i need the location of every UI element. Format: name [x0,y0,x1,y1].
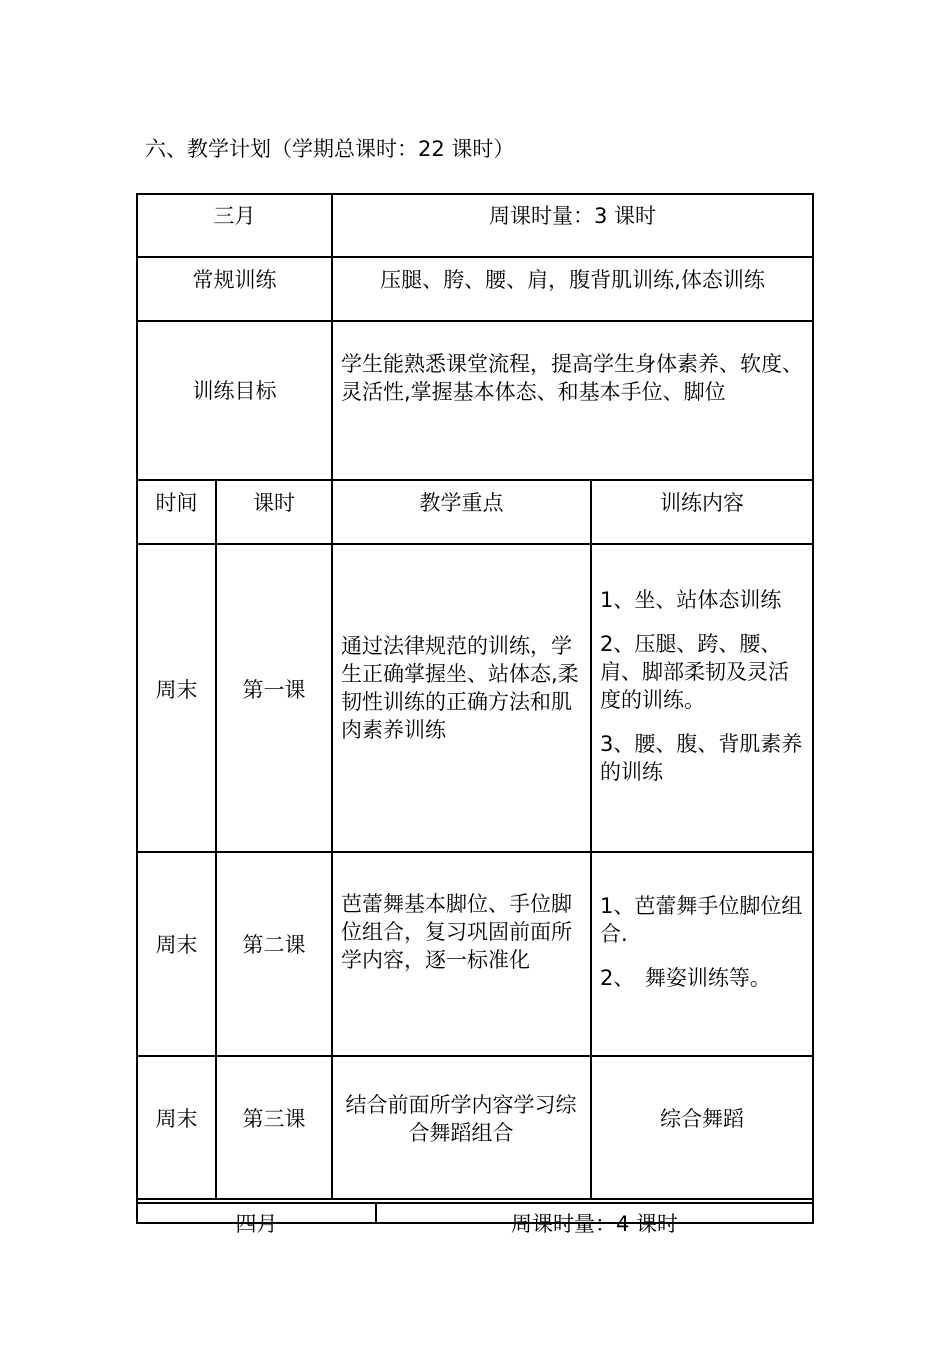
goal-label: 训练目标 [192,379,277,403]
lesson-3-name: 第三课 [242,1107,306,1131]
lesson-3-time: 周末 [155,1107,198,1131]
column-header-time: 时间 [155,491,198,515]
weekly-hours-march: 周课时量：3 课时 [488,204,657,228]
lesson-3-focus: 结合前面所学内容学习综合舞蹈组合 [345,1093,577,1145]
lesson-2-content-item: 2、 舞姿训练等。 [600,966,771,990]
column-header-focus: 教学重点 [419,491,504,515]
lesson-2-focus: 芭蕾舞基本脚位、手位脚位组合，复习巩固前面所学内容，逐一标准化 [341,892,572,972]
column-header-content: 训练内容 [660,491,744,515]
month-april: 四月 [235,1212,278,1236]
lesson-1-content-item: 3、腰、腹、背肌素养的训练 [600,732,803,784]
goal-content: 学生能熟悉课堂流程，提高学生身体素养、软度、灵活性,掌握基本体态、和基本手位、脚位 [341,352,803,404]
lesson-1-name: 第一课 [242,678,306,702]
lesson-1-content [600,586,808,802]
month-march: 三月 [213,204,256,228]
lesson-1-content-item: 2、压腿、跨、腰、肩、脚部柔韧及灵活度的训练。 [600,632,789,712]
lesson-2-time: 周末 [155,933,198,957]
lesson-2-content-item: 1、芭蕾舞手位脚位组合. [600,894,803,946]
weekly-hours-april: 周课时量：4 课时 [510,1212,679,1236]
lesson-1-time: 周末 [155,678,198,702]
lesson-1-content-item: 1、坐、站体态训练 [600,588,782,612]
lesson-2-content [600,892,808,1008]
routine-content: 压腿、胯、腰、肩，腹背肌训练,体态训练 [380,268,765,292]
lesson-2-name: 第二课 [242,933,306,957]
routine-label: 常规训练 [192,268,277,292]
section-heading: 六、教学计划（学期总课时：22 课时） [145,137,515,161]
lesson-3-content: 综合舞蹈 [660,1107,744,1131]
column-header-lesson: 课时 [253,491,295,515]
lesson-1-focus: 通过法律规范的训练，学生正确掌握坐、站体态,柔韧性训练的正确方法和肌肉素养训练 [341,634,579,742]
